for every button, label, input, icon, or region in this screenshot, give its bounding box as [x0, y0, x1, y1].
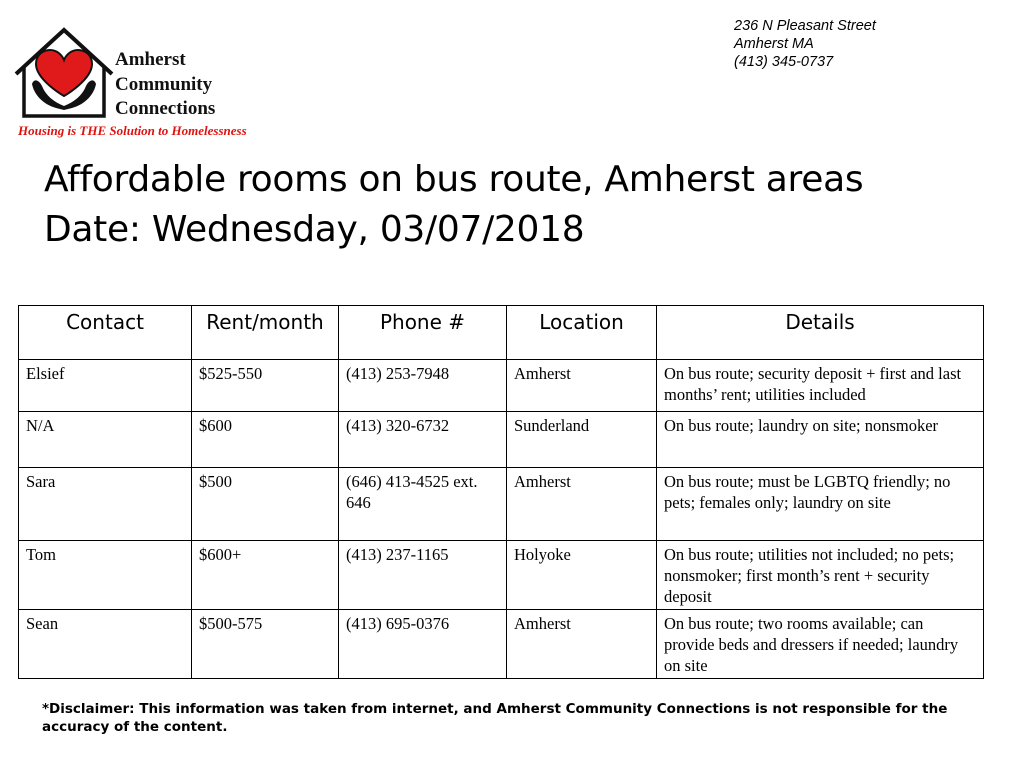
house-heart-hands-icon	[12, 24, 116, 124]
cell-phone: (413) 320-6732	[339, 412, 507, 468]
cell-rent: $500-575	[192, 610, 339, 679]
cell-rent: $500	[192, 468, 339, 541]
org-name-line-1: Amherst	[115, 49, 186, 70]
org-tagline: Housing is THE Solution to Homelessness	[18, 123, 247, 138]
cell-rent: $600	[192, 412, 339, 468]
cell-phone: (413) 253-7948	[339, 360, 507, 412]
header-rent: Rent/month	[192, 306, 339, 360]
address-city: Amherst MA	[734, 36, 814, 52]
cell-rent: $525-550	[192, 360, 339, 412]
address-street: 236 N Pleasant Street	[734, 18, 876, 34]
table-header-row	[19, 306, 984, 360]
page-title	[44, 155, 863, 255]
rooms-table	[18, 305, 984, 679]
table-row	[19, 610, 984, 679]
cell-contact: Sean	[19, 610, 192, 679]
table-row	[19, 541, 984, 610]
table-row	[19, 360, 984, 412]
org-name-line-2: Community	[115, 73, 213, 95]
disclaimer: *Disclaimer: This information was taken from internet, and Amherst Community Connections is not responsible for the accuracy of the content.	[42, 701, 948, 735]
cell-location: Amherst	[507, 468, 657, 541]
cell-phone: (413) 695-0376	[339, 610, 507, 679]
cell-details: On bus route; security deposit + first and last months’ rent; utilities included	[657, 360, 984, 412]
header-details: Details	[657, 306, 984, 360]
title-line-2: Date: Wednesday, 03/07/2018	[44, 209, 585, 250]
cell-location: Amherst	[507, 360, 657, 412]
cell-details: On bus route; two rooms available; can provide beds and dressers if needed; laundry on site	[657, 610, 984, 679]
header-phone: Phone #	[339, 306, 507, 360]
org-logo	[12, 24, 287, 142]
cell-details: On bus route; utilities not included; no pets; nonsmoker; first month’s rent + security deposit	[657, 541, 984, 610]
cell-phone: (646) 413-4525 ext. 646	[339, 468, 507, 541]
cell-rent: $600+	[192, 541, 339, 610]
cell-location: Holyoke	[507, 541, 657, 610]
org-name-line-3: Connections	[115, 98, 216, 119]
table-row	[19, 468, 984, 541]
cell-details: On bus route; must be LGBTQ friendly; no pets; females only; laundry on site	[657, 468, 984, 541]
cell-location: Amherst	[507, 610, 657, 679]
table-row	[19, 412, 984, 468]
header-contact: Contact	[19, 306, 192, 360]
cell-contact: Sara	[19, 468, 192, 541]
address-phone: (413) 345-0737	[734, 54, 834, 70]
cell-contact: Elsief	[19, 360, 192, 412]
org-name	[115, 48, 215, 122]
cell-phone: (413) 237-1165	[339, 541, 507, 610]
cell-contact: N/A	[19, 412, 192, 468]
cell-details: On bus route; laundry on site; nonsmoker	[657, 412, 984, 468]
cell-contact: Tom	[19, 541, 192, 610]
header-location: Location	[507, 306, 657, 360]
cell-location: Sunderland	[507, 412, 657, 468]
title-line-1: Affordable rooms on bus route, Amherst areas	[44, 159, 864, 200]
org-address	[734, 17, 876, 71]
